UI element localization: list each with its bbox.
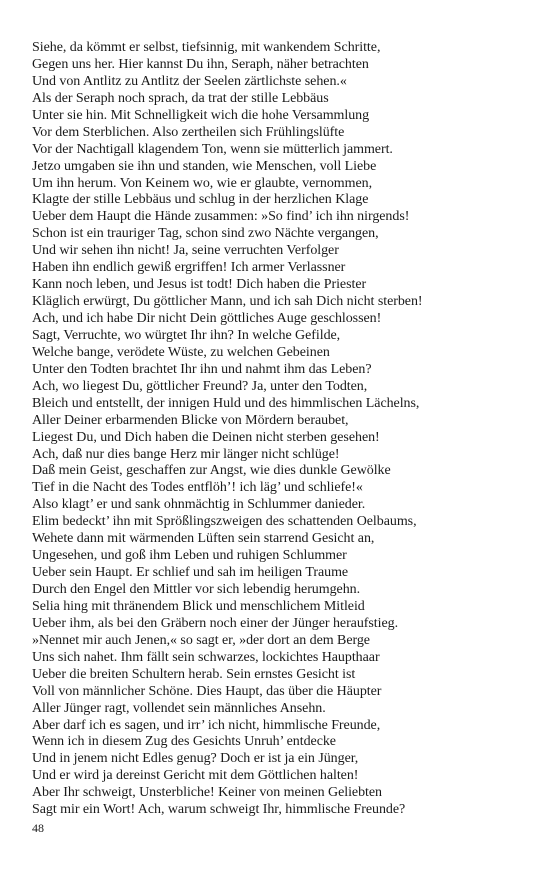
- verse-line: Aber darf ich es sagen, und irr’ ich nicht, himmlische Freunde,: [32, 717, 381, 733]
- verse-line: Vor dem Sterblichen. Also zertheilen sich Frühlingslüfte: [32, 124, 345, 140]
- verse-line: Sagt, Verruchte, wo würgtet Ihr ihn? In welche Gefilde,: [32, 327, 341, 343]
- verse-text-block: [32, 40, 532, 819]
- verse-line: Und wir sehen ihn nicht! Ja, seine verruchten Verfolger: [32, 243, 339, 259]
- verse-line: Unter sie hin. Mit Schnelligkeit wich die hohe Versammlung: [32, 107, 370, 123]
- verse-line: Tief in die Nacht des Todes entflöh’! ich läg’ und schliefe!«: [32, 480, 363, 496]
- verse-line: Ungesehen, und goß ihm Leben und ruhigen Schlummer: [32, 548, 347, 564]
- verse-line: Und von Antlitz zu Antlitz der Seelen zärtlichste sehen.«: [32, 73, 347, 89]
- verse-line: Welche bange, verödete Wüste, zu welchen Gebeinen: [32, 344, 330, 360]
- verse-line: Unter den Todten brachtet Ihr ihn und nahmt ihm das Leben?: [32, 361, 372, 377]
- verse-line: Schon ist ein trauriger Tag, schon sind zwo Nächte vergangen,: [32, 226, 379, 242]
- verse-line: Ueber sein Haupt. Er schlief und sah im heiligen Traume: [32, 565, 349, 581]
- verse-line: »Nennet mir auch Jenen,« so sagt er, »der dort an dem Berge: [32, 632, 370, 648]
- verse-line: Und er wird ja dereinst Gericht mit dem Göttlichen halten!: [32, 768, 359, 784]
- verse-line: Ueber ihm, als bei den Gräbern noch einer der Jünger heraufstieg.: [32, 615, 399, 631]
- verse-line: Ueber dem Haupt die Hände zusammen: »So find’ ich ihn nirgends!: [32, 209, 410, 225]
- verse-line: Liegest Du, und Dich haben die Deinen nicht sterben gesehen!: [32, 429, 380, 445]
- verse-line: Ach, daß nur dies bange Herz mir länger nicht schlüge!: [32, 446, 340, 462]
- verse-line: Aller Jünger ragt, vollendet sein männliches Ansehn.: [32, 700, 326, 716]
- page-number: 48: [32, 821, 44, 835]
- verse-line: Uns sich nahet. Ihm fällt sein schwarzes, lockichtes Haupthaar: [32, 649, 380, 665]
- verse-line: Wenn ich in diesem Zug des Gesichts Unruh’ entdecke: [32, 734, 336, 750]
- verse-line: Daß mein Geist, geschaffen zur Angst, wie dies dunkle Gewölke: [32, 463, 391, 479]
- verse-line: Kann noch leben, und Jesus ist todt! Dich haben die Priester: [32, 277, 367, 293]
- verse-line: Kläglich erwürgt, Du göttlicher Mann, und ich sah Dich nicht sterben!: [32, 294, 423, 310]
- verse-line: Aber Ihr schweigt, Unsterbliche! Keiner von meinen Geliebten: [32, 785, 382, 801]
- verse-line: Selia hing mit thränendem Blick und menschlichem Mitleid: [32, 598, 365, 614]
- verse-line: Ach, und ich habe Dir nicht Dein göttliches Auge geschlossen!: [32, 311, 382, 326]
- verse-line: Gegen uns her. Hier kannst Du ihn, Seraph, näher betrachten: [32, 56, 369, 72]
- verse-line: Durch den Engel den Mittler vor sich lebendig herumgehn.: [32, 582, 361, 597]
- verse-line: Aller Deiner erbarmenden Blicke von Mördern beraubet,: [32, 412, 349, 428]
- verse-line: Siehe, da kömmt er selbst, tiefsinnig, mit wankendem Schritte,: [32, 40, 381, 55]
- verse-line: Wehete dann mit wärmenden Lüften sein starrend Gesicht an,: [32, 531, 375, 547]
- verse-line: Ueber die breiten Schultern herab. Sein ernstes Gesicht ist: [32, 666, 356, 682]
- verse-line: Bleich und entstellt, der innigen Huld und des himmlischen Lächelns,: [32, 395, 420, 411]
- verse-line: Sagt mir ein Wort! Ach, warum schweigt Ihr, himmlische Freunde?: [32, 802, 406, 818]
- verse-line: Haben ihn endlich gewiß ergriffen! Ich armer Verlassner: [32, 260, 346, 276]
- verse-line: Um ihn herum. Von Keinem wo, wie er glaubte, vernommen,: [32, 175, 373, 191]
- verse-line: Ach, wo liegest Du, göttlicher Freund? Ja, unter den Todten,: [32, 378, 368, 394]
- verse-line: Als der Seraph noch sprach, da trat der stille Lebbäus: [32, 90, 329, 106]
- verse-line: Elim bedeckt’ ihn mit Sprößlingszweigen des schattenden Oelbaums,: [32, 514, 417, 530]
- verse-line: Und in jenem nicht Edles genug? Doch er ist ja ein Jünger,: [32, 751, 359, 767]
- verse-line: Vor der Nachtigall klagendem Ton, wenn sie mütterlich jammert.: [32, 141, 393, 157]
- verse-line: Voll von männlicher Schöne. Dies Haupt, das über die Häupter: [32, 683, 382, 699]
- verse-line: Klagte der stille Lebbäus und schlug in der herzlichen Klage: [32, 192, 369, 208]
- verse-line: Also klagt’ er und sank ohnmächtig in Schlummer danieder.: [32, 497, 366, 513]
- verse-line: Jetzo umgaben sie ihn und standen, wie Menschen, voll Liebe: [32, 158, 377, 174]
